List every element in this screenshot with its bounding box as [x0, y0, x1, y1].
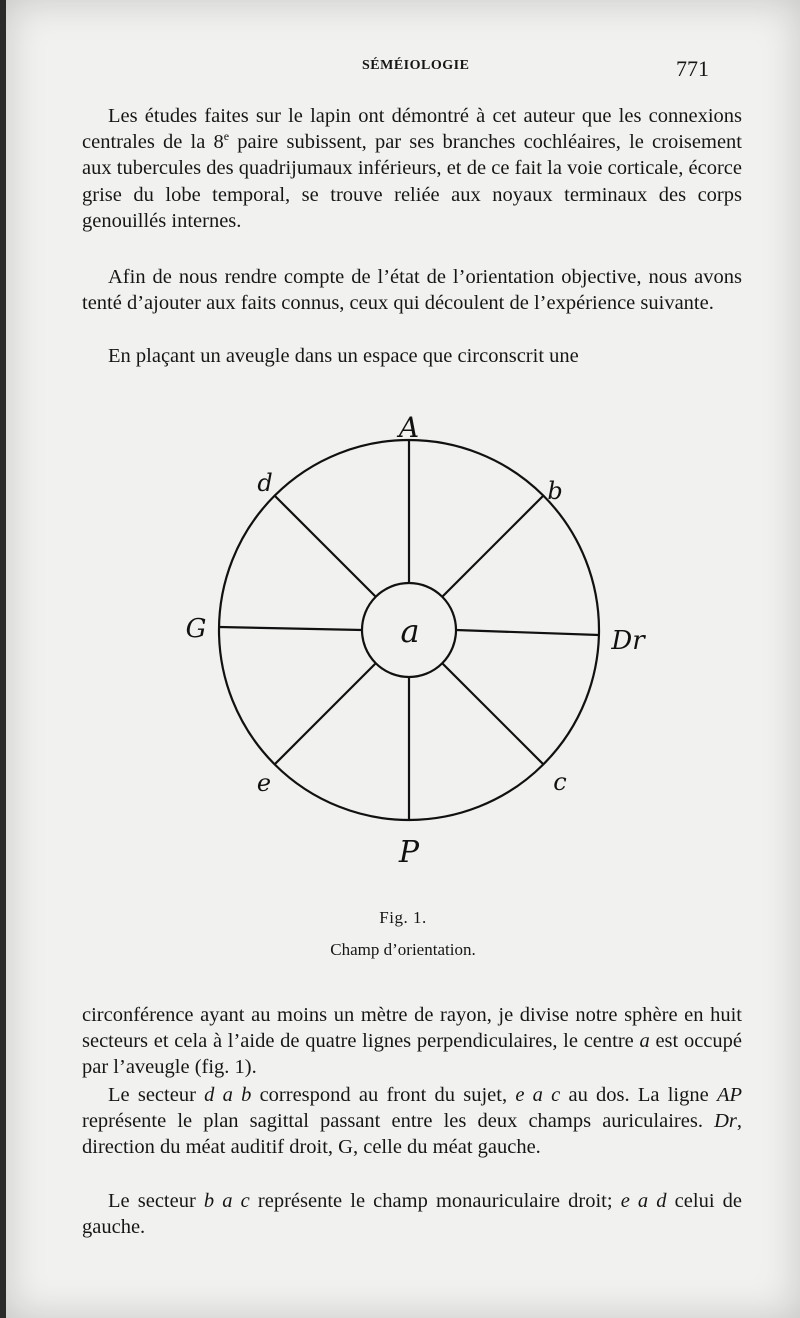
paragraph-3-text: En plaçant un aveugle dans un espace que circonscrit une [108, 345, 579, 367]
label-a-center: a [400, 612, 420, 650]
line-e [275, 663, 376, 764]
running-header: SÉMÉIOLOGIE [362, 58, 470, 73]
line-b [442, 496, 543, 597]
paragraph-4-text-a: circonférence ayant au moins un mètre de rayon, je divise notre sphère en huit secteurs et cela à l’aide de quatre lignes perpendiculaires, le centre [82, 1004, 742, 1053]
line-dr [456, 630, 599, 635]
variable-dab: d a b [204, 1084, 252, 1106]
line-d [275, 496, 376, 597]
variable-eac: e a c [515, 1084, 561, 1106]
paragraph-5-text-d: représente le plan sagittal passant entre les deux champs auriculaires. [82, 1110, 715, 1133]
paragraph-5-text-e: , direction du méat auditif droit, G, celle du méat gauche. [82, 1110, 742, 1159]
paragraph-5-text-a: Le secteur [108, 1084, 205, 1106]
paragraph-5-text-b: correspond au front du sujet, [251, 1084, 516, 1106]
paragraph-2 [82, 264, 742, 316]
paragraph-1-text-b: paire subissent, par ses branches cochléaires, le croisement aux tubercules des quadrijumaux inférieurs, et de ce fait la voie corticale, écorce grise du lobe temporal, se trouve reliée aux noyaux terminaux des corps genouillés internes. [82, 131, 742, 232]
label-dr: Dr [611, 626, 645, 656]
paragraph-1-text-a: Les études faites sur le lapin ont démontré à cet auteur que les connexions centrales de la 8 [82, 105, 742, 154]
paragraph-4 [82, 1002, 742, 1081]
figure-number: Fig. 1. [379, 908, 427, 927]
paragraph-6-text-a: Le secteur [108, 1190, 204, 1212]
paragraph-4-text-b: est occupé par l’aveugle (fig. 1). [82, 1030, 742, 1079]
variable-ead: e a d [620, 1190, 667, 1212]
paragraph-6 [82, 1188, 742, 1240]
paragraph-6-text-c: celui de gauche. [82, 1190, 742, 1239]
line-g [219, 627, 362, 630]
variable-ap: AP [716, 1084, 742, 1106]
paragraph-2-text: Afin de nous rendre compte de l’état de l’orientation objective, nous avons tenté d’ajouter aux faits connus, ceux qui découlent de l’expérience suivante. [82, 266, 742, 315]
label-e: e [256, 769, 272, 797]
orientation-diagram [176, 405, 666, 875]
paragraph-1 [82, 103, 742, 234]
label-d: d [257, 469, 273, 497]
paragraph-5-text-c: au dos. La ligne [560, 1084, 717, 1106]
label-p: P [398, 835, 420, 870]
figure-caption: Champ d’orientation. [330, 940, 476, 959]
paragraph-6-text-b: représente le champ monauriculaire droit; [249, 1190, 621, 1212]
variable-bac: b a c [203, 1190, 250, 1212]
label-a-upper: A [398, 411, 420, 444]
superscript: e [223, 129, 230, 144]
label-g: G [185, 614, 207, 644]
label-b: b [547, 477, 563, 505]
label-c: c [553, 768, 567, 796]
variable-dr: Dr [714, 1110, 737, 1133]
book-page [6, 0, 800, 1318]
line-c [442, 663, 543, 764]
paragraph-3 [82, 343, 742, 369]
page-number: 771 [676, 56, 709, 81]
variable-a: a [639, 1030, 650, 1053]
paragraph-5 [82, 1082, 742, 1161]
